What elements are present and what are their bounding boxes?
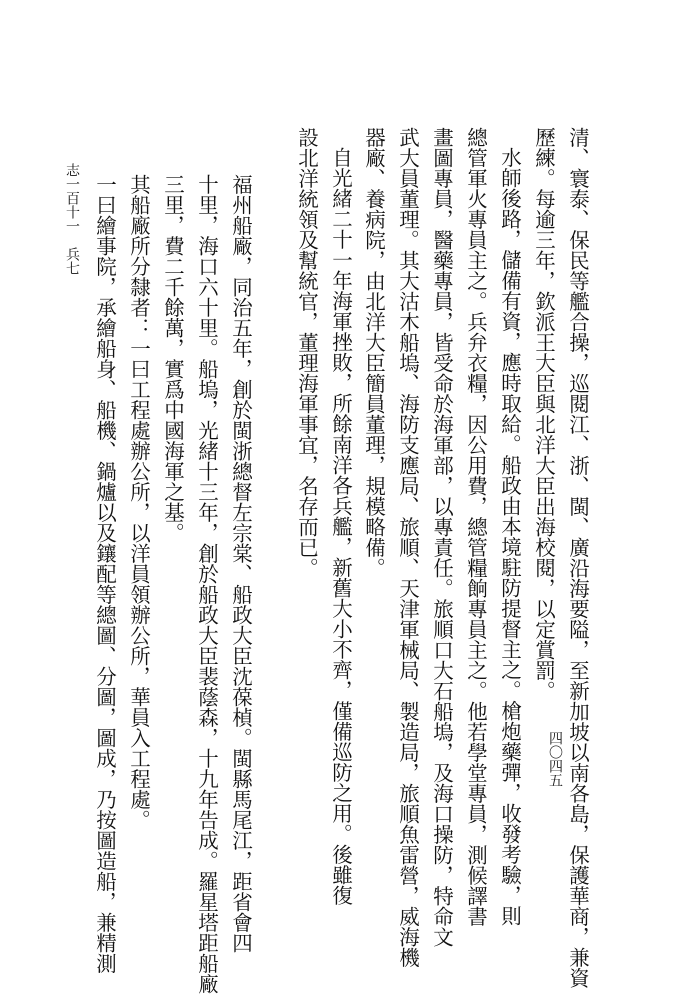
text-column-10: 福州船廠，同治五年，創於閩浙總督左宗棠、船政大臣沈葆楨。閩縣馬尾江，距省會四	[228, 174, 253, 953]
text-column-1: 清、寰泰、保民等艦合操，巡閱江、浙、閩、廣沿海要隘，至新加坡以南各島，保護華商，兼資	[565, 127, 590, 988]
text-column-13: 其船廠所分隸者：一曰工程處辦公所，以洋員領辦公所，華員入工程處。	[126, 174, 151, 830]
text-column-14: 一曰繪事院，承繪船身、船機、鍋爐以及鑲配等總圖、分圖，圖成，乃按圖造船，兼精測	[92, 174, 117, 974]
running-head: 志一百十一 兵七	[64, 163, 80, 275]
page-number: 四〇四五	[547, 731, 563, 787]
text-column-9: 設北洋統領及幫統官，董理海軍事宜，名存而已。	[294, 127, 319, 578]
text-column-2: 歷練。每逾三年，欽派王大臣與北洋大臣出海校閱，以定賞罰。	[531, 127, 556, 701]
text-column-8: 自光緒二十一年海軍挫敗，所餘南洋各兵艦，新舊大小不齊，僅備巡防之用。後雖復	[328, 147, 353, 906]
text-column-11: 十里，海口六十里。船塢，光緒十三年，創於船政大臣裴蔭森，十九年告成。羅星塔距船廠	[194, 174, 219, 994]
text-column-5: 畫圖專員，醫藥專員，皆受命於海軍部，以專責任。旅順口大石船塢，及海口操防，特命文	[429, 127, 454, 947]
text-column-6: 武大員董理。其大沽木船塢、海防支應局、旅順、天津軍械局、製造局，旅順魚雷營，威海機	[395, 127, 420, 968]
text-column-7: 器廠、養病院，由北洋大臣簡員董理，規模略備。	[361, 127, 386, 578]
text-column-3: 水師後路，儲備有資，應時取給。船政由本境駐防提督主之。槍炮藥彈，收發考驗，則	[497, 147, 522, 926]
text-column-4: 總管軍火專員主之。兵弁衣糧，因公用費，總管糧餉專員主之。他若學堂專員，測候譯書	[463, 127, 488, 927]
text-column-12: 三里，費二千餘萬，實爲中國海軍之基。	[160, 174, 185, 543]
